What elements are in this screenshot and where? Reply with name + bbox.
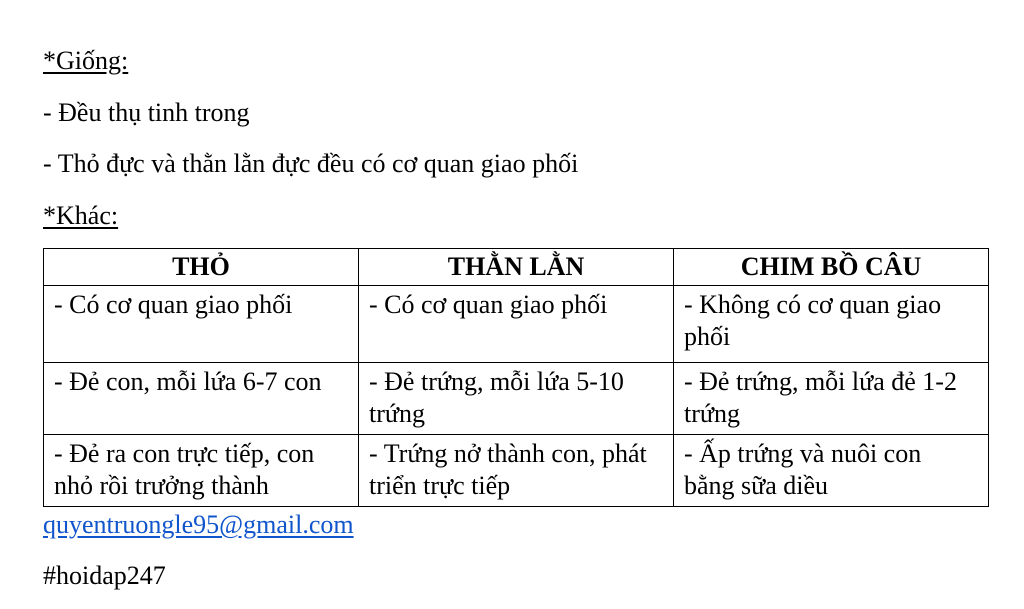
similarity-point: - Đều thụ tinh trong (43, 98, 250, 127)
table-cell: - Có cơ quan giao phối (359, 286, 674, 363)
table-cell: - Trứng nở thành con, phát triển trực tiếp (359, 435, 674, 507)
similarities-heading: *Giống: (43, 46, 129, 75)
table-header-row (44, 249, 989, 286)
comparison-table (43, 248, 989, 507)
column-header-lizard: THẰN LẰN (359, 249, 674, 286)
table-cell: - Đẻ ra con trực tiếp, con nhỏ rồi trưởng thành (44, 435, 359, 507)
similarity-point: - Thỏ đực và thằn lằn đực đều có cơ quan giao phối (43, 149, 579, 178)
hashtag-text: #hoidap247 (43, 561, 166, 590)
table-row (44, 363, 989, 435)
table-row (44, 435, 989, 507)
table-cell: - Ấp trứng và nuôi con bằng sữa diều (674, 435, 989, 507)
column-header-rabbit: THỎ (44, 249, 359, 286)
table-row (44, 286, 989, 363)
differences-heading: *Khác: (43, 201, 119, 230)
table-cell: - Đẻ con, mỗi lứa 6-7 con (44, 363, 359, 435)
table-cell: - Đẻ trứng, mỗi lứa đẻ 1-2 trứng (674, 363, 989, 435)
table-cell: - Đẻ trứng, mỗi lứa 5-10 trứng (359, 363, 674, 435)
email-link[interactable]: quyentruongle95@gmail.com (43, 510, 354, 539)
table-cell: - Có cơ quan giao phối (44, 286, 359, 363)
table-cell: - Không có cơ quan giao phối (674, 286, 989, 363)
column-header-pigeon: CHIM BỒ CÂU (674, 249, 989, 286)
